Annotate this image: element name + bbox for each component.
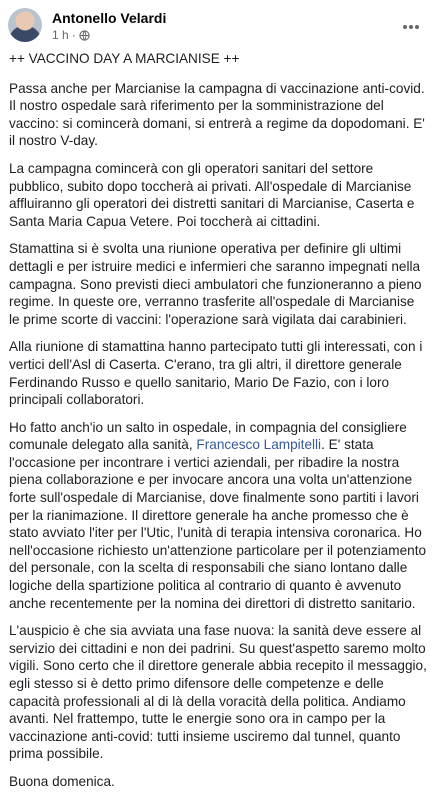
paragraph-5 xyxy=(9,419,427,613)
author-name[interactable]: Antonello Velardi xyxy=(52,10,167,26)
paragraph-4: Alla riunione di stamattina hanno partecipato tutti gli interessati, con i vertici dell'Asl di Caserta. C'erano, tra gli altri, il direttore generale Ferdinando Russo e quello sanitario, Mario De Fazio, con i loro principali collaboratori. xyxy=(9,339,423,408)
more-options-icon[interactable] xyxy=(402,16,424,32)
mention-link[interactable]: Francesco Lampitelli xyxy=(196,437,322,453)
paragraph-2: La campagna comincerà con gli operatori sanitari del settore pubblico, subito dopo toccherà ai privati. All'ospedale di Marcianise affluiranno gli operatori dei distretti sanitari di Marcianise, Caserta e Santa Maria Capua Vetere. Poi toccherà ai cittadini. xyxy=(9,160,415,229)
post-header xyxy=(8,6,428,46)
post-meta xyxy=(52,28,90,42)
paragraph-5-text-a: Ho fatto anch'io un salto in ospedale, in compagnia del consigliere comunale delegato alla sanità, xyxy=(9,419,407,453)
paragraph-5-text-b: . E' stata l'occasione per incontrare i vertici aziendali, per ribadire la nostra piena collaborazione e per invocare ancora una volta un'attenzione forte sull'ospedale di Marcianise, dove finalmente sono partiti i lavori per la rianimazione. Il direttore generale ha anche promesso che è stato avviato l'iter per l'Utic, l'unità di terapia intensiva coronarica. Ho nell'occasione richiesto un'attenzione particolare per il potenziamento del personale, con la scelta di responsabili che siano lontano dalle logiche della spartizione politica al contrario di quanto è avvenuto anche recentemente per la nomina dei direttori di distretto sanitario. xyxy=(9,437,427,611)
post-heading: ++ VACCINO DAY A MARCIANISE ++ xyxy=(9,51,240,66)
closing-line: Buona domenica. xyxy=(9,773,115,789)
paragraph-3: Stamattina si è svolta una riunione operativa per definire gli ultimi dettagli e per istruire medici e infermieri che saranno impegnati nella campagna. Sono previsti dieci ambulatori che funzioneranno a pieno regime. In queste ore, verranno trasferite all'ospedale di Marcianise le prime scorte di vaccini: l'operazione sarà vigilata dai carabinieri. xyxy=(9,241,422,327)
post-body xyxy=(9,50,427,801)
globe-icon[interactable] xyxy=(79,30,90,41)
paragraph-1: Passa anche per Marcianise la campagna di vaccinazione anti-covid. Il nostro ospedale sarà riferimento per la somministrazione del vaccino: si comincerà domani, si entrerà a regime da dopodomani. E' il nostro V-day. xyxy=(9,80,425,149)
meta-separator: · xyxy=(71,28,76,42)
avatar[interactable] xyxy=(8,8,42,42)
paragraph-6: L'auspicio è che sia avviata una fase nuova: la sanità deve essere al servizio dei cittadini e non dei padrini. Su quest'aspetto saremo molto vigili. Sono certo che il direttore generale abbia recepito il messaggio, egli stesso si è detto primo difensore delle competenze e delle capacità professionali al di là della voracità della politica. Andiamo avanti. Nel frattempo, tutte le energie sono ora in campo per la vaccinazione anti-covid: tutti insieme usciremo dal tunnel, quanto prima possibile. xyxy=(9,623,427,762)
post-time[interactable]: 1 h xyxy=(52,28,69,42)
